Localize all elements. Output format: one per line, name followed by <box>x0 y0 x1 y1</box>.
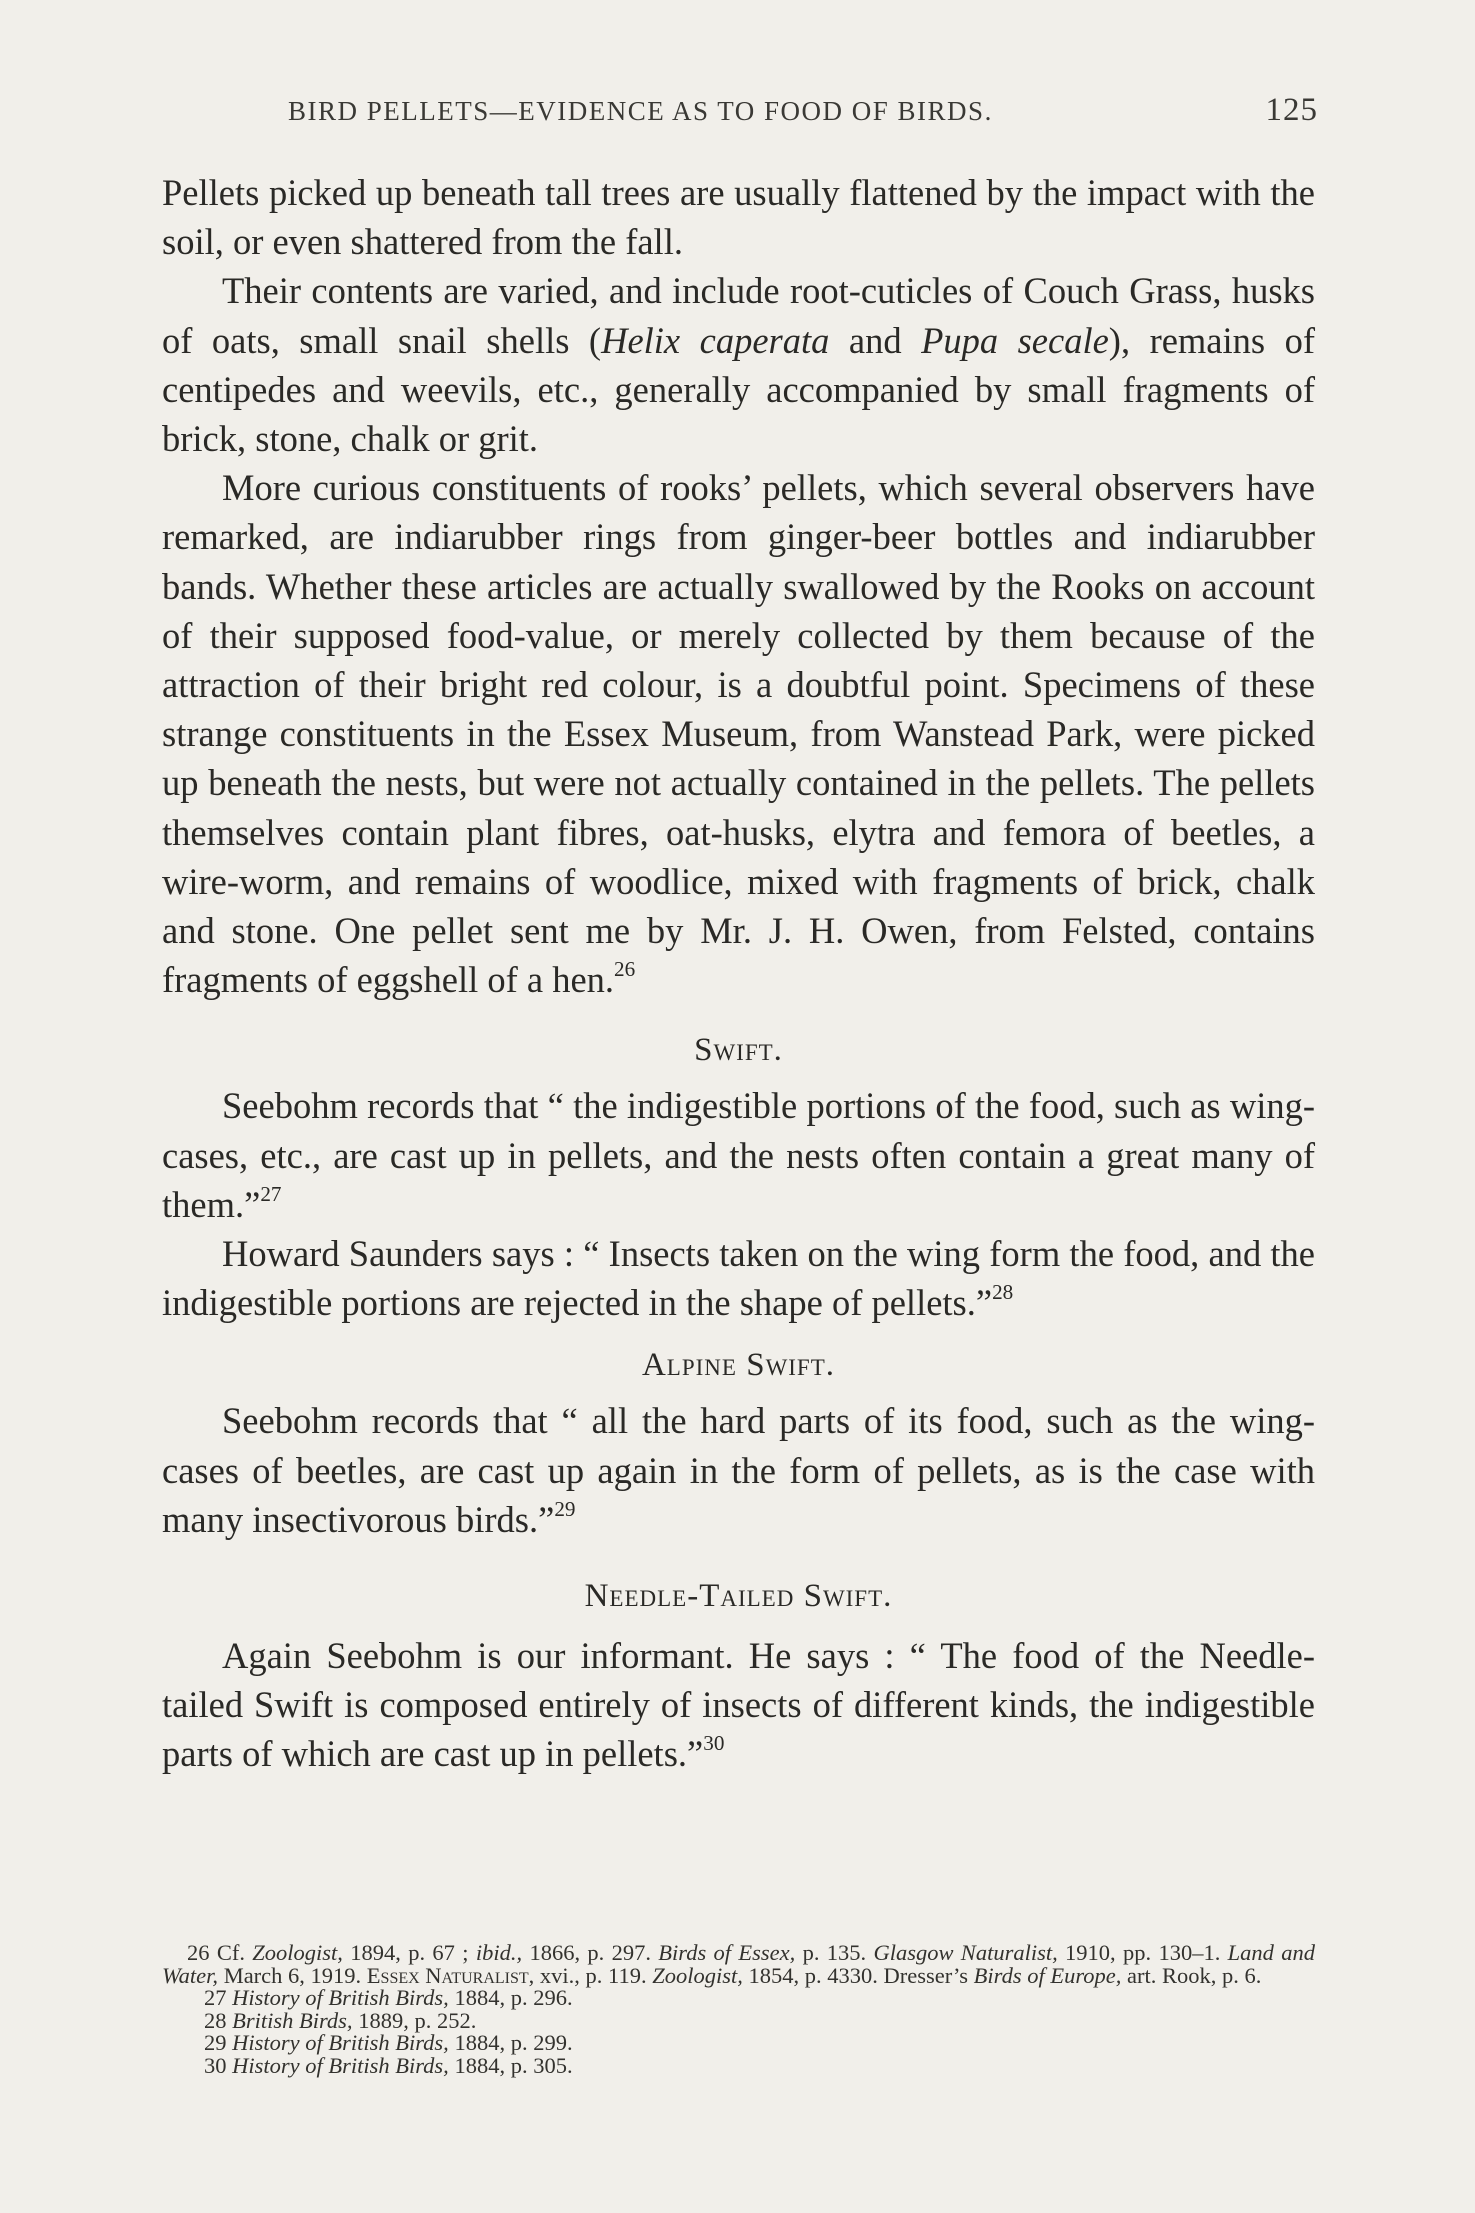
footnote-number: 26 <box>187 1940 210 1965</box>
footnote-text: 1894, p. 67 ; <box>342 1940 476 1965</box>
footnote-title: British Birds, <box>232 2007 353 2033</box>
footnote-number: 30 <box>204 2052 227 2078</box>
footnote-title: Glasgow Naturalist, <box>873 1940 1058 1965</box>
footnote-text: 1884, p. 296. <box>448 1985 573 2010</box>
footnote-text: p. 135. <box>795 1940 874 1965</box>
footnote-title: Essex Naturalist, <box>366 1962 535 1988</box>
footnote-text: 1884, p. 299. <box>448 2030 573 2055</box>
page-number: 125 <box>1265 92 1318 128</box>
swift-paragraph-1-text: Seebohm records that “ the indigestible portions of the food, such as wing-cases, etc., are cast up in pellets, and the nests often contain a great many of them.” <box>162 1085 1315 1225</box>
footnote-ref-30[interactable]: 30 <box>703 1731 725 1756</box>
rook-paragraph-2-text-a: Their contents are varied, and include root-cuticles of Couch Grass, husks of oats, small snail shells ( <box>162 270 1315 361</box>
footnote-title: Birds of Europe, <box>973 1962 1122 1988</box>
swift-paragraph-2 <box>162 1229 1315 1327</box>
swift-paragraph-1 <box>162 1081 1315 1229</box>
alpine-paragraph-1-text: Seebohm records that “ all the hard parts of its food, such as the wing-cases of beetles, are cast up again in the form of pellets, as is the case with many insectivorous birds.” <box>162 1400 1315 1540</box>
running-title: BIRD PELLETS—EVIDENCE AS TO FOOD OF BIRDS. <box>288 96 993 126</box>
footnote-26 <box>162 1942 1315 1987</box>
footnote-text: 1889, p. 252. <box>352 2007 477 2033</box>
species-name-pupa: Pupa secale <box>921 319 1109 361</box>
footnote-title: History of British Birds, <box>232 2052 449 2078</box>
running-head <box>288 92 1318 128</box>
rook-paragraph-1 <box>162 168 1315 266</box>
swift-paragraph-2-text: Howard Saunders says : “ Insects taken on the wing form the food, and the indigestible portions are rejected in the shape of pellets.” <box>162 1233 1315 1324</box>
footnote-title: History of British Birds, <box>232 1985 449 2010</box>
heading-needle-tailed-swift: Needle-Tailed Swift. <box>584 1578 893 1615</box>
heading-swift: Swift. <box>694 1032 783 1069</box>
footnote-title: ibid., <box>475 1940 523 1965</box>
footnote-text: 1854, p. 4330. Dresser’s <box>742 1962 974 1988</box>
rook-paragraph-2-text-c: ), remains of centipedes and weevils, etc., generally accompanied by small fragments of brick, stone, chalk or grit. <box>162 319 1316 460</box>
rook-paragraph-2 <box>162 266 1315 463</box>
footnote-ref-26[interactable]: 26 <box>614 957 636 982</box>
footnote-number: 29 <box>204 2030 227 2055</box>
footnote-29 <box>162 2032 1315 2055</box>
footnote-title: Zoologist, <box>252 1940 343 1965</box>
footnote-text: 1884, p. 305. <box>448 2052 573 2078</box>
footnote-text: Cf. <box>209 1940 253 1965</box>
footnote-number: 28 <box>204 2007 227 2033</box>
needle-paragraph-1 <box>162 1631 1315 1779</box>
rook-paragraph-2-text-b: and <box>829 319 922 361</box>
needle-paragraph-1-text: Again Seebohm is our informant. He says : “ The food of the Needle-tailed Swift is composed entirely of insects of different kinds, the indigestible parts of which are cast up in pellets.” <box>162 1635 1315 1775</box>
footnote-ref-29[interactable]: 29 <box>554 1497 576 1521</box>
footnote-text: 1866, p. 297. <box>522 1940 659 1965</box>
footnote-30 <box>162 2052 1315 2078</box>
rook-paragraph-3-text: More curious constituents of rooks’ pellets, which several observers have remarked, are indiarubber rings from ginger-beer bottles and indiarubber bands. Whether these articles are actually swallowed by the Rooks on account of their supposed food-value, or merely collected by them because of the attraction of their bright red colour, is a doubtful point. Specimens of these strange constituents in the Essex Museum, from Wanstead Park, were picked up beneath the nests, but were not actually contained in the pellets. The pellets themselves contain plant fibres, oat-husks, elytra and femora of beetles, a wire-worm, and remains of woodlice, mixed with fragments of brick, chalk and stone. One pellet sent me by Mr. J. H. Owen, from Felsted, contains fragments of eggshell of a hen. <box>162 467 1315 1001</box>
rook-paragraph-3 <box>162 463 1315 1004</box>
footnote-28 <box>162 2007 1315 2033</box>
footnote-number: 27 <box>204 1985 227 2010</box>
footnote-text: 1910, pp. 130–1. <box>1057 1940 1228 1965</box>
footnote-27 <box>162 1987 1315 2010</box>
footnote-ref-28[interactable]: 28 <box>992 1280 1014 1305</box>
footnote-text: March 6, 1919. <box>218 1962 367 1988</box>
footnote-text: xvi., p. 119. <box>534 1962 653 1988</box>
heading-alpine-swift: Alpine Swift. <box>641 1347 836 1384</box>
footnote-ref-27[interactable]: 27 <box>260 1181 282 1206</box>
footnote-title: Birds of Essex, <box>658 1940 796 1965</box>
body-text <box>162 168 1315 1779</box>
alpine-paragraph-1 <box>162 1396 1315 1544</box>
footnote-title: History of British Birds, <box>232 2030 449 2055</box>
footnote-text: art. Rook, p. 6. <box>1121 1962 1262 1988</box>
rook-paragraph-1-text: Pellets picked up beneath tall trees are usually flattened by the impact with the soil, or even shattered from the fall. <box>162 172 1315 263</box>
footnote-title: Land and Water, <box>162 1940 1315 1988</box>
footnotes <box>162 1942 1315 2077</box>
species-name-helix: Helix caperata <box>601 319 830 361</box>
footnote-title: Zoologist, <box>652 1962 743 1988</box>
